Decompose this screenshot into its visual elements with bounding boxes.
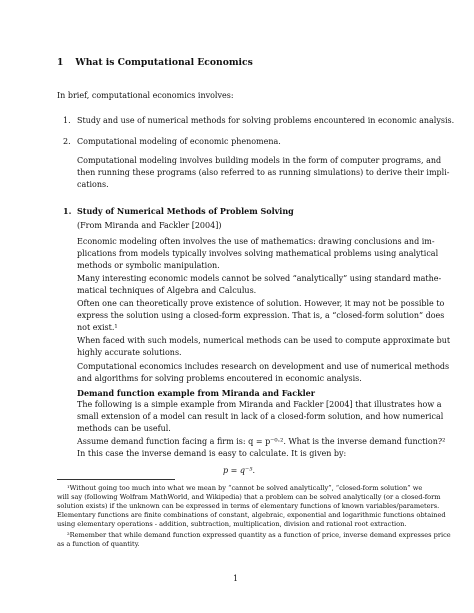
section-number: 1 (57, 57, 64, 68)
paragraph: Many interesting economic models cannot be solved “analytically” using standard mathe- matical techniques of Algebra and Calculus. (77, 274, 442, 296)
section-title: What is Computational Economics (75, 57, 253, 68)
modeling-paragraph: Computational modeling involves building models in the form of computer programs, and then running these programs (also referred to as running simulations) to derive their impli- cations. (77, 156, 450, 190)
footnote: ¹Without going too much into what we mean by “cannot be solved analytically”, “closed-form solution” we will say (following Wolfram MathWorld, and Wikipedia) that a problem can be solved analytically (or a closed-form solution exists) if the unknown can be expressed in terms of elementary functions of known variables/parameters. Elementary functions are finite combinations of constant, algebraic, exponential and logarithmic functions obtained using elementary operations - addition, subtraction, multiplication, division and rational root extraction. (57, 484, 446, 528)
inverse-demand-line: In this case the inverse demand is easy to calculate. It is given by: (77, 449, 347, 458)
page-number: 1 (233, 574, 239, 583)
intro-text: In brief, computational economics involves: (57, 91, 234, 100)
paragraph: Computational economics includes research on development and use of numerical methods and algorithms for solving problems encoutered in economic analysis. (77, 362, 450, 384)
list-item: 2. Computational modeling of economic phenomena. (63, 137, 281, 146)
list-item: 1. Study and use of numerical methods for solving problems encountered in economic analysis. (63, 116, 455, 125)
equation: p = q⁻⁵. (223, 466, 256, 475)
demand-example-heading: Demand function example from Miranda and Fackler (77, 388, 315, 398)
paragraph: When faced with such models, numerical methods can be used to compute approximate but highly accurate solutions. (77, 336, 451, 358)
subsection-heading: 1. Study of Numerical Methods of Problem Solving (63, 206, 294, 216)
assumption-line: Assume demand function facing a firm is: q = p⁻⁰·². What is the inverse demand function?² (77, 437, 446, 446)
section-heading (57, 57, 253, 68)
footnote: ²Remember that while demand function expressed quantity as a function of price, inverse demand expresses price as a function of quantity. (57, 531, 451, 548)
paragraph: Economic modeling often involves the use of mathematics: drawing conclusions and im- plications from models typically involves solving mathematical problems using analytical methods or symbolic manipulation. (77, 237, 439, 271)
paragraph: Often one can theoretically prove existence of solution. However, it may not be possible to express the solution using a closed-form expression. That is, a “closed-form solution” does not exist.¹ (77, 299, 445, 333)
source-note: (From Miranda and Fackler [2004]) (77, 221, 222, 230)
demand-example-text: The following is a simple example from Miranda and Fackler [2004] that illustrates how a small extension of a model can result in lack of a closed-form solution, and how numerical methods can be useful. (77, 400, 444, 434)
footnote-rule (57, 479, 175, 480)
